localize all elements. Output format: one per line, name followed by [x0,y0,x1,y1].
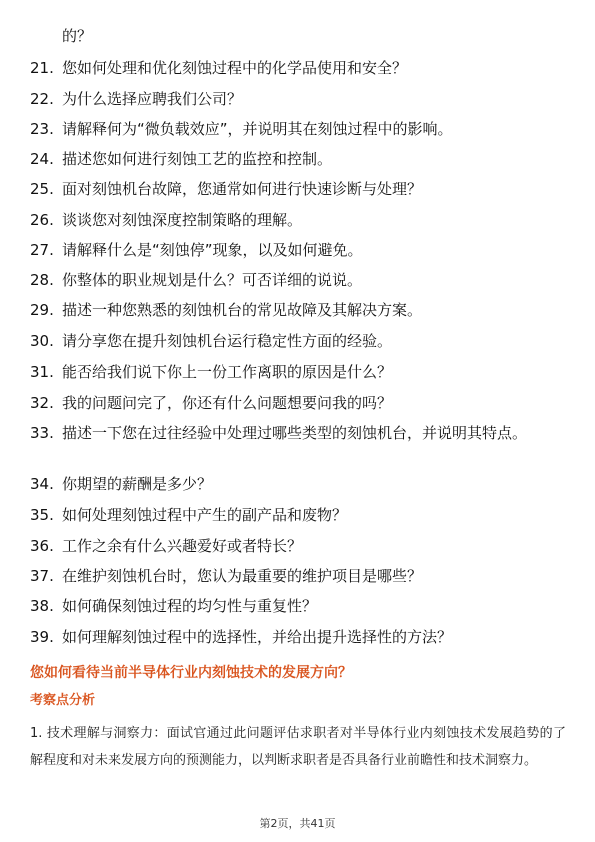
question-text: 请解释什么是“刻蚀停”现象，以及如何避免。 [62,241,363,259]
question-number: 36. [30,537,54,555]
question-text: 工作之余有什么兴趣爱好或者特长？ [62,537,303,555]
question-text: 面对刻蚀机台故障，您通常如何进行快速诊断与处理？ [62,180,423,198]
question-number: 27. [30,241,54,259]
question-number: 21. [30,59,54,77]
question-text: 我的问题问完了，你还有什么问题想要问我的吗？ [62,394,393,412]
question-text: 为什么选择应聘我们公司？ [62,90,243,108]
question-text: 请解释何为“微负载效应”，并说明其在刻蚀过程中的影响。 [62,120,453,138]
section-title: 您如何看待当前半导体行业内刻蚀技术的发展方向？ [30,665,352,681]
question-text: 描述一下您在过往经验中处理过哪些类型的刻蚀机台，并说明其特点。 [62,424,528,442]
question-number: 26. [30,211,54,229]
question-text: 在维护刻蚀机台时，您认为最重要的维护项目是哪些？ [62,567,423,585]
question-number: 38. [30,597,54,615]
question-number: 35. [30,506,54,524]
question-text: 您如何处理和优化刻蚀过程中的化学品使用和安全？ [62,59,408,77]
question-number: 25. [30,180,54,198]
question-number: 30. [30,332,54,350]
question-number: 29. [30,301,54,319]
question-number: 31. [30,363,54,381]
question-text: 谈谈您对刻蚀深度控制策略的理解。 [62,211,303,229]
analysis-paragraph: 1. 技术理解与洞察力：面试官通过此问题评估求职者对半导体行业内刻蚀技术发展趋势的了解程度和对未来发展方向的预测能力，以判断求职者是否具备行业前瞻性和技术洞察力。 [30,726,566,768]
question-text: 你整体的职业规划是什么？可否详细的说说。 [62,271,363,289]
question-text: 如何理解刻蚀过程中的选择性，并给出提升选择性的方法？ [62,628,453,646]
question-number: 24. [30,150,54,168]
question-number: 37. [30,567,54,585]
page-footer: 第2页，共41页 [259,817,336,830]
question-number: 32. [30,394,54,412]
question-number: 33. [30,424,54,442]
question-number: 28. [30,271,54,289]
question-text: 能否给我们说下你上一份工作离职的原因是什么？ [62,363,393,381]
question-number: 34. [30,475,54,493]
question-text: 请分享您在提升刻蚀机台运行稳定性方面的经验。 [62,332,393,350]
question-text: 描述您如何进行刻蚀工艺的监控和控制。 [62,150,333,168]
continuation-text: 的？ [62,27,93,45]
question-number: 39. [30,628,54,646]
question-text: 描述一种您熟悉的刻蚀机台的常见故障及其解决方案。 [62,301,423,319]
question-text: 你期望的薪酬是多少？ [62,475,213,493]
analysis-subtitle: 考察点分析 [30,693,96,708]
question-number: 22. [30,90,54,108]
question-text: 如何处理刻蚀过程中产生的副产品和废物？ [62,506,348,524]
question-number: 23. [30,120,54,138]
question-text: 如何确保刻蚀过程的均匀性与重复性？ [62,597,318,615]
